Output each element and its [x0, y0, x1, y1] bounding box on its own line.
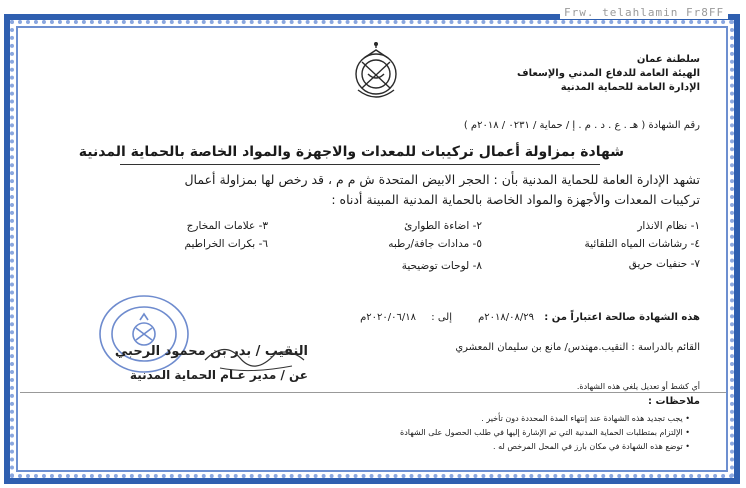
cert-number: رقم الشهادة ( هـ . ع . د . م . إ / حماية / ٠٢٣١ / ٢٠١٨م ) [463, 120, 700, 131]
item-5: ٥- مدادات جافة/رطبه [388, 238, 482, 250]
note-3: • توضع هذه الشهادة في مكان بارز في المحل المرخص له . [493, 442, 690, 451]
item-7: ٧- حنفيات حريق [628, 258, 700, 270]
oman-emblem-icon [340, 40, 412, 112]
note-2: • الإلتزام بمتطلبات الحماية المدنية التي تم الإشارة إليها في طلب الحصول على الشهادة [400, 428, 690, 437]
certificate-title: شهادة بمزاولة أعمال تركيبات للمعدات والاجهزة والمواد الخاصة بالحماية المدنية [78, 144, 624, 160]
signatory-title: عن / مدير عـام الحماية المدنية [129, 368, 308, 382]
note-1: • يجب تجديد هذه الشهادة عند إنتهاء المدة المحددة دون تأخير . [481, 414, 690, 423]
item-3: ٣- علامات المخارج [186, 220, 268, 232]
item-8: ٨- لوحات توضيحية [401, 260, 482, 272]
validity-to: ٢٠٢٠/٠٦/١٨م [360, 312, 416, 323]
inspector: القائم بالدراسة : النقيب.مهندس/ مانع بن سليمان المعشري [455, 342, 700, 353]
warning-text: أي كشط أو تعديل يلغي هذه الشهادة. [576, 382, 700, 391]
header-line3: الإدارة العامة للحماية المدنية [560, 82, 700, 93]
item-1: ١- نظام الانذار [637, 220, 700, 232]
cert-number-value: ( هـ . ع . د . م . إ / حماية / ٠٢٣١ / ٢٠١٨م ) [463, 120, 646, 131]
signatory-name: النقيب / بدر بن محمود الرحبي [114, 344, 308, 359]
validity-to-label: إلى : [431, 312, 452, 323]
validity-label: هذه الشهادة صالحة اعتباراً من : [544, 312, 700, 323]
header-line2: الهيئة العامة للدفاع المدني والإسعاف [517, 68, 700, 79]
item-6: ٦- بكرات الخراطيم [184, 238, 268, 250]
item-2: ٢- اضاءة الطوارئ [404, 220, 482, 232]
notes-heading: ملاحظات : [647, 396, 700, 407]
title-underline [120, 164, 600, 165]
official-stamp-icon [96, 292, 192, 376]
header-line1: سلطنة عمان [636, 54, 700, 65]
body-line2: تركيبات المعدات والأجهزة والمواد الخاصة بالحماية المدنية المبينة أدناه : [331, 192, 700, 207]
item-4: ٤- رشاشات المياه التلقائية [584, 238, 700, 250]
validity-from: ٢٠١٨/٠٨/٢٩م [478, 312, 534, 323]
body-line1: تشهد الإدارة العامة للحماية المدنية بأن : الحجر الابيض المتحدة ش م م ، قد رخص لها بمزاولة أعمال [184, 172, 700, 187]
handwritten-note: Frw. telahlamin Fr8FF [560, 6, 728, 19]
signature-scribble [200, 330, 310, 380]
